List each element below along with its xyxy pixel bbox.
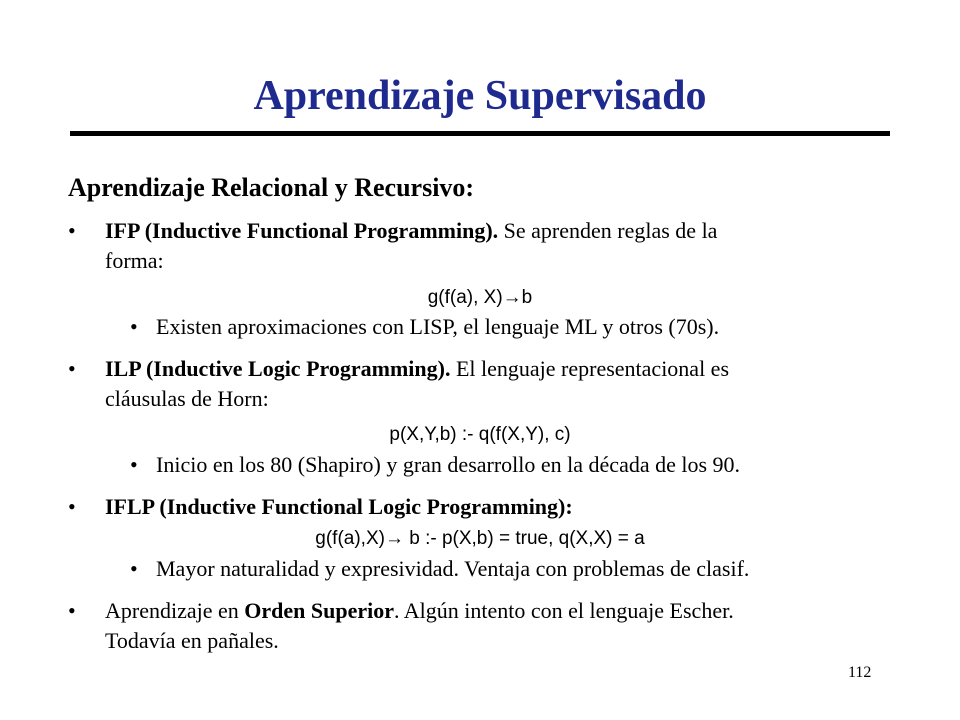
- bullet-marker: •: [68, 494, 76, 519]
- sub-bullet-ilp-text: Inicio en los 80 (Shapiro) y gran desarrollo en la década de los 90.: [156, 452, 741, 477]
- bullet-ilp-rest: El lenguaje representacional es: [450, 356, 730, 381]
- bullet-ifp-line2: forma:: [105, 248, 164, 273]
- formula-ifp: g(f(a), X)→b: [427, 287, 533, 308]
- bullet-orden-superior: [105, 596, 895, 656]
- sub-bullet-ifp-text: Existen aproximaciones con LISP, el lenguaje ML y otros (70s).: [156, 314, 720, 339]
- bullet-ifp-rest: Se aprenden reglas de la: [498, 218, 718, 243]
- sub-bullet-marker: •: [130, 556, 138, 581]
- bullet-orden-line2: Todavía en pañales.: [105, 628, 279, 653]
- bullet-marker: •: [68, 218, 76, 243]
- bullet-marker: •: [68, 598, 76, 623]
- bullet-ilp-line2: cláusulas de Horn:: [105, 386, 269, 411]
- bullet-ilp: [105, 354, 895, 414]
- section-heading: Aprendizaje Relacional y Recursivo:: [68, 173, 475, 202]
- sub-bullet-iflp-text: Mayor naturalidad y expresividad. Ventaja con problemas de clasif.: [156, 556, 750, 581]
- bullet-orden-pre: Aprendizaje en: [105, 598, 245, 623]
- bullet-ifp: [105, 216, 895, 276]
- bullet-iflp: [105, 492, 895, 522]
- bullet-orden-bold: Orden Superior: [244, 598, 394, 623]
- bullet-ilp-bold: ILP (Inductive Logic Programming).: [105, 356, 451, 381]
- bullet-iflp-bold: IFLP (Inductive Functional Logic Programming):: [105, 494, 573, 519]
- bullet-marker: •: [68, 356, 76, 381]
- page-number: 112: [848, 664, 872, 681]
- sub-bullet-marker: •: [130, 314, 138, 339]
- title-divider: [70, 131, 890, 136]
- bullet-ifp-bold: IFP (Inductive Functional Programming).: [105, 218, 499, 243]
- formula-ilp: p(X,Y,b) :- q(f(X,Y), c): [389, 424, 571, 445]
- slide-title: Aprendizaje Supervisado: [253, 73, 707, 119]
- bullet-orden-rest: . Algún intento con el lenguaje Escher.: [394, 598, 734, 623]
- sub-bullet-marker: •: [130, 452, 138, 477]
- formula-iflp: g(f(a),X)→ b :- p(X,b) = true, q(X,X) = a: [315, 528, 645, 549]
